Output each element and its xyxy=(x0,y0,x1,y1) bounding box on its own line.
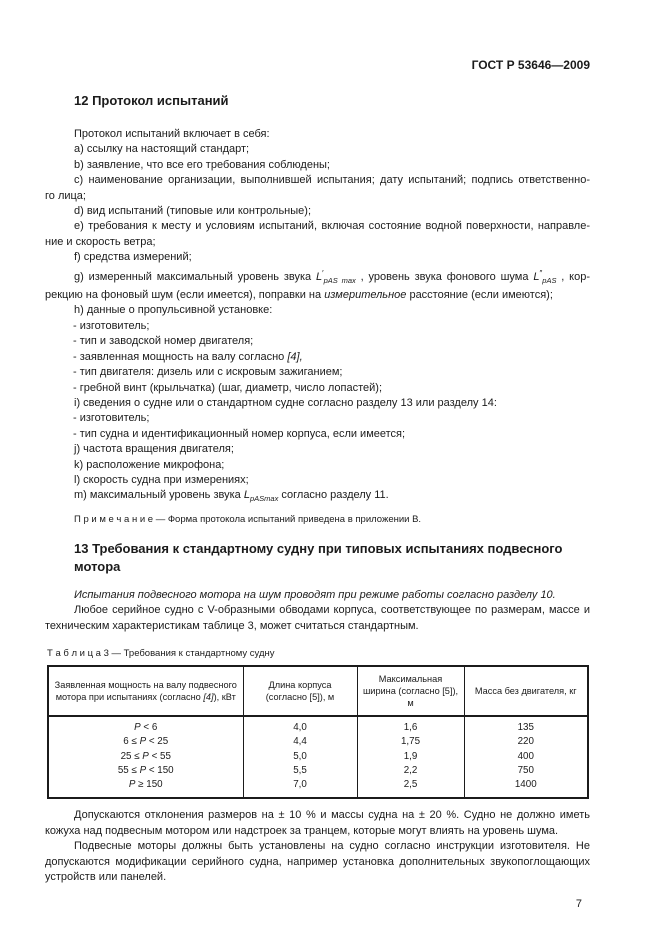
text-line: k) расположение микрофона; xyxy=(74,458,225,471)
table-3-caption: Т а б л и ц а 3 — Требования к стандартному судну xyxy=(47,647,275,659)
table-header-cell: Максимальная ширина (согласно [5]), м xyxy=(357,666,464,716)
table-cell-value: 2,2 xyxy=(403,764,418,776)
table-3-head xyxy=(48,666,588,716)
text-line: - изготовитель; xyxy=(73,319,150,332)
text-line: допускаются модификации серийного судна, например установка дополнительных звукопоглощающих xyxy=(45,855,590,868)
text-line: - изготовитель; xyxy=(73,412,150,425)
table-cell-value: P ≥ 150 xyxy=(128,779,163,791)
table-cell-value: 1400 xyxy=(514,779,537,791)
text-line: l) скорость судна при измерениях; xyxy=(74,473,249,486)
text-line: Испытания подвесного мотора на шум проводят при режиме работы согласно разделу 10. xyxy=(74,588,556,601)
table-cell-value: 1,6 xyxy=(403,721,418,733)
table-cell-value: 750 xyxy=(517,764,534,776)
text-line: рекцию на фоновый шум (если имеется), поправки на измерительное расстояние (если имеются); xyxy=(45,289,553,302)
table-column-cell xyxy=(243,716,357,798)
text-line: устройств или панелей. xyxy=(45,871,167,884)
section-13-title: 13 Требования к стандартному судну при типовых испытаниях подвесного мотора xyxy=(74,540,563,574)
section-13-body xyxy=(45,588,590,634)
table-column-cell xyxy=(464,716,588,798)
text-line: Допускаются отклонения размеров на ± 10 % и массы судна на ± 20 %. Судно не должно иметь xyxy=(74,809,590,822)
text-line: a) ссылку на настоящий стандарт; xyxy=(74,143,250,156)
table-cell-value: 1,75 xyxy=(400,736,421,748)
text-line: h) данные о пропульсивной установке: xyxy=(74,304,273,317)
closing-paragraphs xyxy=(45,808,590,885)
table-cell-value: 2,5 xyxy=(403,779,418,791)
text-line: Подвесные моторы должны быть установлены на судно согласно инструкции изготовителя. Не xyxy=(74,840,590,853)
table-cell-value: 5,5 xyxy=(293,764,307,776)
table-cell-value: 135 xyxy=(517,721,534,733)
table-cell-value: 6 ≤ P < 25 xyxy=(123,736,169,748)
table-header-cell: Заявленная мощность на валу подвесного мотора при испытаниях (согласно [4]), кВт xyxy=(48,666,243,716)
section-12-body xyxy=(45,127,590,507)
page-number: 7 xyxy=(575,898,582,911)
table-cell-value: 25 ≤ P < 55 xyxy=(120,750,171,762)
text-line: го лица; xyxy=(45,189,86,202)
table-cell-value: 5,0 xyxy=(293,750,307,762)
text-line: - тип и заводской номер двигателя; xyxy=(73,335,254,348)
text-line: кожуха над подвесным мотором или надстроек за транцем, которые могут влиять на уровень шума. xyxy=(45,824,559,837)
text-line: ние и скорость ветра; xyxy=(45,235,156,248)
table-3-body xyxy=(48,716,588,798)
table-column-cell xyxy=(48,716,243,798)
table-cell-value: 7,0 xyxy=(293,779,307,791)
table-cell-value: 220 xyxy=(517,736,534,748)
text-line: g) измеренный максимальный уровень звука $L'_{pAS max}$ , уровень звука фонового шума $L''_{pAS}$ , кор- xyxy=(74,268,590,285)
section-12-note: П р и м е ч а н и е — Форма протокола испытаний приведена в приложении В. xyxy=(74,513,422,525)
table-3 xyxy=(47,665,589,799)
text-line: i) сведения о судне или о стандартном судне согласно разделу 13 или разделу 14: xyxy=(74,396,497,409)
text-line: c) наименование организации, выполнившей испытания; дату испытаний; подпись ответственно- xyxy=(74,174,590,187)
text-line: b) заявление, что все его требования соблюдены; xyxy=(74,158,330,171)
table-header-cell: Длина корпуса (согласно [5]), м xyxy=(243,666,357,716)
text-line: j) частота вращения двигателя; xyxy=(74,443,234,456)
table-3-header-row xyxy=(48,666,588,716)
doc-code-header: ГОСТ Р 53646—2009 xyxy=(471,58,590,72)
table-cell-value: P < 6 xyxy=(134,721,158,733)
table-cell-value: 1,9 xyxy=(403,750,418,762)
text-line: d) вид испытаний (типовые или контрольные); xyxy=(74,205,311,218)
text-line: m) максимальный уровень звука $L_{pASmax}$ согласно разделу 11. xyxy=(74,489,389,504)
text-line: Протокол испытаний включает в себя: xyxy=(74,128,270,140)
table-3-body-row xyxy=(48,716,588,798)
text-line: - тип судна и идентификационный номер корпуса, если имеется; xyxy=(73,427,406,440)
table-cell-value: 4,0 xyxy=(293,721,307,733)
table-cell-value: 4,4 xyxy=(293,736,307,748)
table-cell-value: 55 ≤ P < 150 xyxy=(117,764,174,776)
text-line: - гребной винт (крыльчатка) (шаг, диаметр, число лопастей); xyxy=(73,381,383,394)
text-line: e) требования к месту и условиям испытаний, включая состояние водной поверхности, направле- xyxy=(74,220,590,233)
text-line: Любое серийное судно с V-образными обводами корпуса, соответствующее по размерам, массе и xyxy=(74,604,590,617)
table-header-cell: Масса без двигателя, кг xyxy=(464,666,588,716)
text-line: f) средства измерений; xyxy=(74,251,192,264)
section-12-title: 12 Протокол испытаний xyxy=(74,93,229,108)
table-cell-value: 400 xyxy=(517,750,534,762)
text-line: - тип двигателя: дизель или с искровым зажиганием; xyxy=(73,366,343,379)
text-line: техническим характеристикам таблице 3, может считаться стандартным. xyxy=(45,619,419,632)
table-column-cell xyxy=(357,716,464,798)
text-line: - заявленная мощность на валу согласно [4], xyxy=(73,350,303,363)
